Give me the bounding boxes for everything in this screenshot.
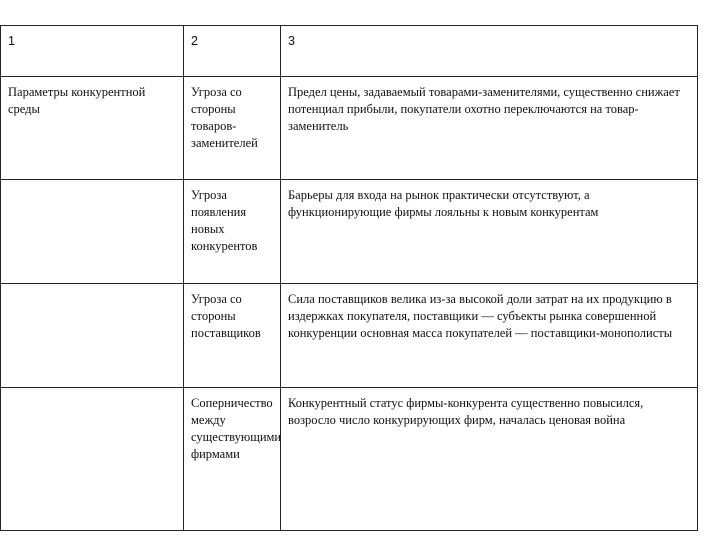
factor-cell: Соперничество между существующими фирмами	[184, 388, 281, 531]
table-row	[1, 180, 698, 284]
table-row	[1, 388, 698, 531]
param-cell	[1, 284, 184, 388]
competitive-environment-table	[0, 25, 698, 531]
table-row	[1, 284, 698, 388]
factor-cell: Угроза появления новых конкурентов	[184, 180, 281, 284]
description-cell: Предел цены, задаваемый товарами-заменителями, существенно снижает потенциал прибыли, покупатели охотно переключаются на товар-заменитель	[281, 77, 698, 180]
table-row	[1, 77, 698, 180]
factor-cell: Угроза со стороны поставщиков	[184, 284, 281, 388]
param-cell: Параметры конкурентной среды	[1, 77, 184, 180]
param-cell	[1, 180, 184, 284]
param-cell	[1, 388, 184, 531]
description-cell: Конкурентный статус фирмы-конкурента существенно повысился, возросло число конкурирующих фирм, началась ценовая война	[281, 388, 698, 531]
table-header-row	[1, 26, 698, 77]
header-cell-2: 2	[184, 26, 281, 77]
description-cell: Барьеры для входа на рынок практически отсутствуют, а функционирующие фирмы лояльны к новым конкурентам	[281, 180, 698, 284]
factor-cell: Угроза со стороны товаров-заменителей	[184, 77, 281, 180]
description-cell: Сила поставщиков велика из-за высокой доли затрат на их продукцию в издержках покупателя, поставщики — субъекты рынка совершенной конкуренции основная масса покупателей — поставщики-монополисты	[281, 284, 698, 388]
header-cell-3: 3	[281, 26, 698, 77]
header-cell-1: 1	[1, 26, 184, 77]
